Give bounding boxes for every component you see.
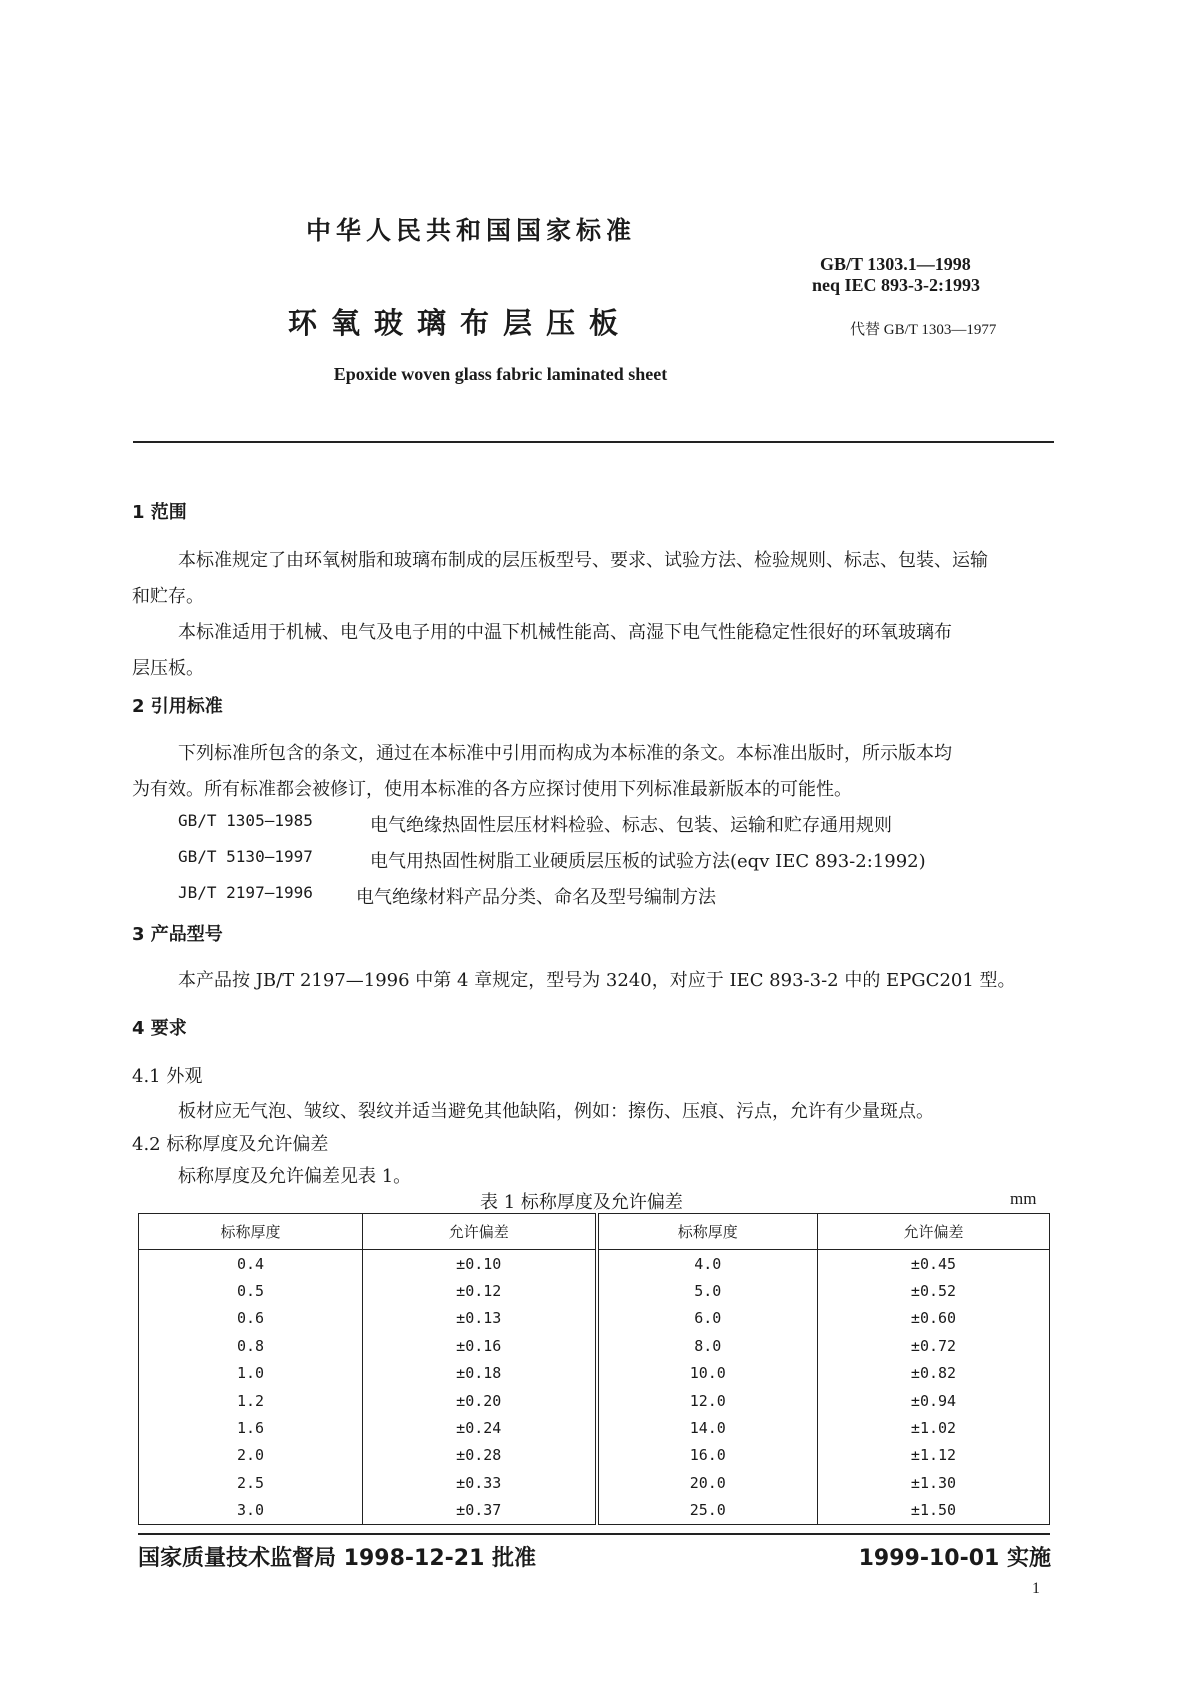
- approval-line: 国家质量技术监督局 1998-12-21 批准: [138, 1546, 537, 1571]
- table-cell: ±0.24: [363, 1414, 597, 1441]
- table-unit: mm: [1010, 1189, 1037, 1208]
- table-cell: 0.8: [139, 1332, 363, 1359]
- table-row: [139, 1442, 1050, 1469]
- header-divider: [133, 441, 1054, 443]
- table-cell: 14.0: [597, 1414, 818, 1441]
- table-row: [139, 1277, 1050, 1304]
- table-cell: ±1.50: [910, 1501, 957, 1520]
- page-number: 1: [1032, 1580, 1040, 1597]
- table-header-cell: 允许偏差: [363, 1214, 597, 1250]
- table-cell: ±1.02: [910, 1419, 957, 1438]
- reference-code: GB/T 5130—1997: [178, 847, 313, 866]
- effective-date-line: 1999-10-01 实施: [858, 1546, 1051, 1571]
- table-row: [139, 1360, 1050, 1387]
- table-cell: 4.0: [597, 1250, 818, 1278]
- table-cell: ±0.94: [910, 1391, 957, 1410]
- table-caption: 表 1 标称厚度及允许偏差: [480, 1192, 683, 1213]
- section-2-paragraph-line-1: 下列标准所包含的条文，通过在本标准中引用而构成为本标准的条文。本标准出版时，所示版本均: [178, 743, 952, 764]
- footer-divider: [138, 1533, 1050, 1535]
- section-2-paragraph-line-2: 为有效。所有标准都会被修订，使用本标准的各方应探讨使用下列标准最新版本的可能性。: [132, 779, 852, 800]
- table-cell: 20.0: [597, 1469, 818, 1496]
- section-4-2-heading: 4.2 标称厚度及允许偏差: [132, 1134, 329, 1155]
- reference-title: 电气绝缘热固性层压材料检验、标志、包装、运输和贮存通用规则: [370, 815, 892, 836]
- table-cell: 10.0: [597, 1360, 818, 1387]
- table-cell: ±0.37: [363, 1497, 597, 1525]
- table-cell: 25.0: [597, 1497, 818, 1525]
- table-cell: 6.0: [597, 1305, 818, 1332]
- table-cell: ±1.30: [910, 1473, 957, 1492]
- document-title-en: Epoxide woven glass fabric laminated sheet: [333, 364, 668, 384]
- table-row: [139, 1305, 1050, 1332]
- table-cell: 8.0: [597, 1332, 818, 1359]
- table-row: [139, 1332, 1050, 1359]
- reference-title: 电气绝缘材料产品分类、命名及型号编制方法: [356, 887, 716, 908]
- replaces-standard: 代替 GB/T 1303—1977: [850, 322, 997, 338]
- table-cell: 2.5: [139, 1469, 363, 1496]
- table-cell: 0.4: [139, 1250, 363, 1278]
- table-cell: 1.6: [139, 1414, 363, 1441]
- section-4-heading: 4 要求: [132, 1018, 187, 1039]
- section-2-heading: 2 引用标准: [132, 696, 223, 717]
- table-cell: 0.6: [139, 1305, 363, 1332]
- section-1-paragraph-1-line-2: 和贮存。: [132, 586, 204, 607]
- table-cell: ±0.33: [363, 1469, 597, 1496]
- reference-title: 电气用热固性树脂工业硬质层压板的试验方法(eqv IEC 893-2:1992): [370, 851, 926, 872]
- table-cell: ±0.82: [910, 1364, 957, 1383]
- table-cell: 1.0: [139, 1360, 363, 1387]
- table-cell: ±0.60: [910, 1309, 957, 1328]
- table-header-cell: 标称厚度: [139, 1214, 363, 1250]
- section-1-heading: 1 范围: [132, 502, 187, 523]
- table-cell: ±0.16: [363, 1332, 597, 1359]
- table-cell: ±0.72: [910, 1336, 957, 1355]
- section-3-paragraph: 本产品按 JB/T 2197—1996 中第 4 章规定，型号为 3240，对应于 IEC 893-3-2 中的 EPGC201 型。: [178, 970, 1016, 991]
- table-cell: ±0.45: [910, 1254, 957, 1273]
- table-row: [139, 1414, 1050, 1441]
- table-row: [139, 1469, 1050, 1496]
- document-title-cn: 环氧玻璃布层压板: [288, 306, 633, 340]
- table-row: [139, 1387, 1050, 1414]
- section-4-2-text: 标称厚度及允许偏差见表 1。: [178, 1166, 412, 1187]
- section-1-paragraph-1-line-1: 本标准规定了由环氧树脂和玻璃布制成的层压板型号、要求、试验方法、检验规则、标志、包装、运输: [178, 550, 988, 571]
- section-3-heading: 3 产品型号: [132, 924, 223, 945]
- table-cell: 1.2: [139, 1387, 363, 1414]
- table-row: [139, 1497, 1050, 1525]
- section-4-1-heading: 4.1 外观: [132, 1066, 203, 1087]
- table-header-cell: 标称厚度: [597, 1214, 818, 1250]
- table-cell: 16.0: [597, 1442, 818, 1469]
- table-cell: ±1.12: [910, 1446, 957, 1465]
- section-1-paragraph-2-line-2: 层压板。: [132, 658, 204, 679]
- table-cell: ±0.20: [363, 1387, 597, 1414]
- table-cell: 5.0: [597, 1277, 818, 1304]
- table-cell: 12.0: [597, 1387, 818, 1414]
- section-1-paragraph-2-line-1: 本标准适用于机械、电气及电子用的中温下机械性能高、高湿下电气性能稳定性很好的环氧玻璃布: [178, 622, 952, 643]
- table-header-cell: 允许偏差: [818, 1214, 1050, 1250]
- table-row: [139, 1250, 1050, 1278]
- table-cell: 2.0: [139, 1442, 363, 1469]
- table-cell: ±0.28: [363, 1442, 597, 1469]
- table-cell: 3.0: [139, 1497, 363, 1525]
- table-header-row: [139, 1214, 1050, 1250]
- reference-code: JB/T 2197—1996: [178, 883, 313, 902]
- standard-equivalence: neq IEC 893-3-2:1993: [812, 275, 981, 295]
- national-standard-title: 中华人民共和国国家标准: [306, 216, 637, 245]
- table-cell: ±0.18: [363, 1360, 597, 1387]
- standard-number: GB/T 1303.1—1998: [820, 254, 971, 274]
- section-4-1-text: 板材应无气泡、皱纹、裂纹并适当避免其他缺陷，例如：擦伤、压痕、污点，允许有少量斑点。: [178, 1101, 934, 1122]
- table-cell: ±0.13: [363, 1305, 597, 1332]
- reference-code: GB/T 1305—1985: [178, 811, 313, 830]
- table-cell: ±0.12: [363, 1277, 597, 1304]
- table-cell: 0.5: [139, 1277, 363, 1304]
- thickness-tolerance-table: [138, 1213, 1050, 1525]
- table-cell: ±0.52: [910, 1282, 957, 1301]
- table-cell: ±0.10: [363, 1250, 597, 1278]
